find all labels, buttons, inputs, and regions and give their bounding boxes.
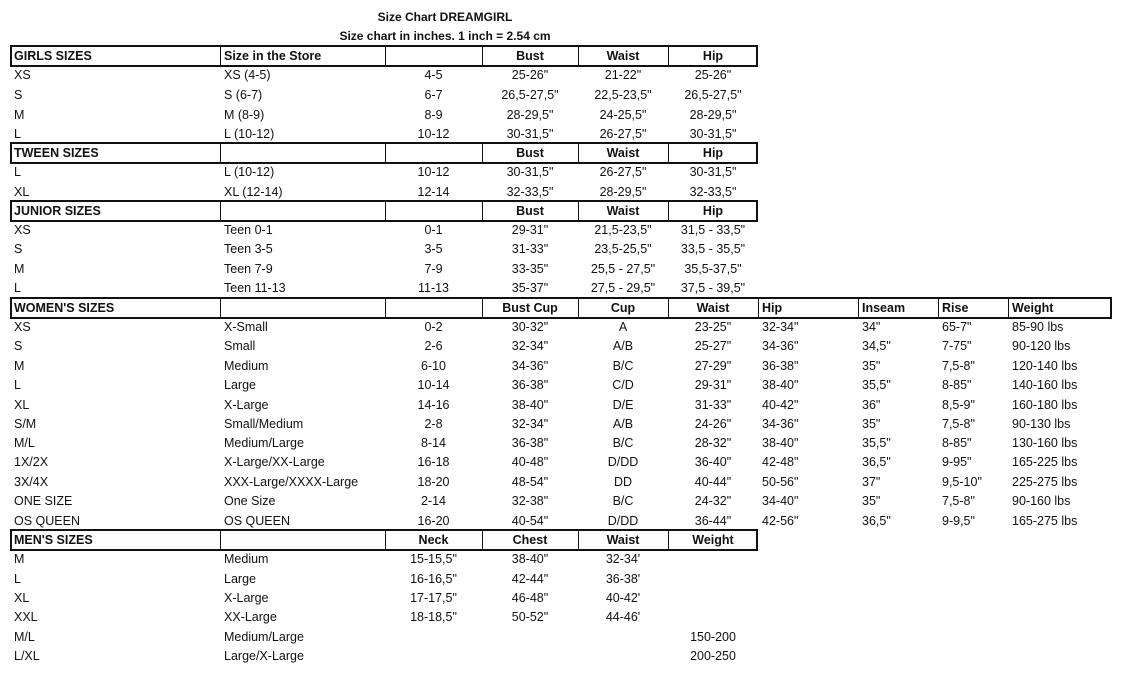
table-cell: 200-250	[690, 649, 736, 663]
table-cell: 38-40"	[762, 436, 799, 450]
header-cell: Bust	[516, 204, 544, 218]
table-cell: 24-26"	[694, 417, 732, 431]
table-cell: 36-38'	[605, 572, 641, 586]
table-cell: Large	[224, 572, 256, 586]
table-cell: 36-40"	[694, 455, 732, 469]
table-row	[0, 240, 1123, 259]
table-cell: 26-27,5"	[599, 165, 647, 179]
table-cell: 50-56"	[762, 475, 799, 489]
table-cell: 42-56"	[762, 514, 799, 528]
table-cell: XL	[14, 398, 30, 412]
table-cell: 150-200	[690, 630, 736, 644]
table-cell: 18-18,5"	[410, 610, 457, 624]
table-cell	[668, 608, 758, 627]
table-cell: 28-29,5"	[506, 108, 554, 122]
header-cell: Bust Cup	[502, 301, 558, 315]
table-cell: 140-160 lbs	[1012, 378, 1078, 392]
table-cell: 44-46'	[605, 610, 641, 624]
table-cell: 30-31,5"	[689, 165, 737, 179]
table-cell: X-Large	[224, 398, 269, 412]
table-cell: 6-10	[420, 359, 447, 373]
table-cell: X-Large/XX-Large	[224, 455, 325, 469]
table-cell: OS QUEEN	[224, 514, 290, 528]
table-row	[0, 318, 1123, 337]
table-cell: 90-160 lbs	[1012, 494, 1071, 508]
table-cell: Medium	[224, 359, 269, 373]
table-cell: 34-40"	[762, 494, 799, 508]
header-cell	[385, 47, 482, 66]
table-row	[0, 396, 1123, 415]
table-cell	[482, 647, 578, 666]
table-cell: 28-32"	[694, 436, 732, 450]
table-cell: 32-38"	[511, 494, 549, 508]
table-cell: 33-35"	[511, 262, 549, 276]
header-cell	[220, 202, 385, 221]
table-cell: Small	[224, 339, 256, 353]
table-cell: 30-31,5"	[506, 165, 554, 179]
table-cell: ONE SIZE	[14, 494, 73, 508]
table-cell: 31,5 - 33,5"	[680, 223, 746, 237]
table-cell: 38-40"	[762, 378, 799, 392]
table-cell	[668, 589, 758, 608]
table-row	[0, 125, 1123, 144]
header-cell: GIRLS SIZES	[14, 49, 92, 63]
table-cell: M/L	[14, 630, 35, 644]
table-cell: 40-48"	[511, 455, 549, 469]
table-cell: 14-16	[417, 398, 450, 412]
table-cell: 46-48"	[511, 591, 549, 605]
table-cell: 34-36"	[762, 339, 799, 353]
table-cell: XXL	[14, 610, 38, 624]
table-cell: 225-275 lbs	[1012, 475, 1078, 489]
table-cell: 36,5"	[862, 455, 891, 469]
table-row	[0, 260, 1123, 279]
table-cell: 16-18	[417, 455, 450, 469]
table-cell: L/XL	[14, 649, 40, 663]
table-cell: 34"	[862, 320, 881, 334]
table-row	[0, 608, 1123, 627]
table-cell: L	[14, 378, 21, 392]
table-cell: Teen 3-5	[224, 242, 273, 256]
table-cell: 25-26"	[511, 68, 549, 82]
header-cell	[385, 202, 482, 221]
table-cell: 8-9	[424, 108, 443, 122]
table-cell: 18-20	[417, 475, 450, 489]
table-cell: 32-34"	[511, 417, 549, 431]
table-cell: 21,5-23,5"	[594, 223, 652, 237]
table-cell: 36,5"	[862, 514, 891, 528]
table-cell: XS (4-5)	[224, 68, 271, 82]
header-cell: Hip	[702, 146, 724, 160]
table-cell: L	[14, 127, 21, 141]
table-cell: L (10-12)	[224, 127, 275, 141]
table-cell: 35,5"	[862, 436, 891, 450]
table-cell: 26,5-27,5"	[501, 88, 559, 102]
header-cell: Hip	[702, 49, 724, 63]
table-cell: 25-27"	[694, 339, 732, 353]
table-cell: 8-14	[420, 436, 447, 450]
table-cell: 30-32"	[511, 320, 549, 334]
table-cell: 16-16,5"	[410, 572, 457, 586]
table-cell: 38-40"	[511, 398, 549, 412]
table-cell: 32-33,5"	[689, 185, 737, 199]
header-cell: Bust	[516, 49, 544, 63]
table-cell: 24-25,5"	[599, 108, 647, 122]
table-cell: L	[14, 281, 21, 295]
table-cell: 8-85"	[942, 436, 972, 450]
table-cell: OS QUEEN	[14, 514, 80, 528]
table-row	[0, 628, 1123, 647]
table-cell: XL (12-14)	[224, 185, 283, 199]
table-cell: M	[14, 108, 25, 122]
table-cell: 0-1	[424, 223, 443, 237]
table-row	[0, 183, 1123, 202]
table-cell: 2-8	[424, 417, 443, 431]
header-cell: Waist	[606, 146, 640, 160]
table-cell: 1X/2X	[14, 455, 49, 469]
table-row	[0, 376, 1123, 395]
table-cell: B/C	[612, 494, 634, 508]
table-cell: 16-20	[417, 514, 450, 528]
table-cell: A	[618, 320, 628, 334]
table-cell: 160-180 lbs	[1012, 398, 1078, 412]
table-row	[0, 279, 1123, 298]
table-cell: 23-25"	[694, 320, 732, 334]
table-cell: 23,5-25,5"	[594, 242, 652, 256]
table-row	[0, 453, 1123, 472]
table-cell: 8,5-9"	[942, 398, 975, 412]
table-row	[0, 66, 1123, 85]
table-row	[0, 550, 1123, 569]
table-cell: 27,5 - 29,5"	[590, 281, 656, 295]
table-cell: 29-31"	[511, 223, 549, 237]
table-cell: S	[14, 88, 23, 102]
table-cell: 35,5-37,5"	[684, 262, 742, 276]
header-cell: TWEEN SIZES	[14, 146, 99, 160]
header-cell: Waist	[696, 301, 730, 315]
table-cell: S (6-7)	[224, 88, 263, 102]
table-cell: 6-7	[424, 88, 443, 102]
table-cell: 35"	[862, 417, 881, 431]
table-cell: DD	[613, 475, 633, 489]
table-cell: 37,5 - 39,5"	[680, 281, 746, 295]
table-cell: XS	[14, 223, 31, 237]
table-cell: 7,5-8"	[942, 359, 975, 373]
table-cell: Medium/Large	[224, 436, 304, 450]
table-cell: M	[14, 359, 25, 373]
table-row	[0, 492, 1123, 511]
table-cell: 40-54"	[511, 514, 549, 528]
header-cell: MEN'S SIZES	[14, 533, 93, 547]
table-cell: 42-44"	[511, 572, 549, 586]
table-cell: Teen 7-9	[224, 262, 273, 276]
table-row	[0, 570, 1123, 589]
table-cell: X-Large	[224, 591, 269, 605]
table-cell: 36"	[862, 398, 881, 412]
table-cell: 12-14	[417, 185, 450, 199]
table-row	[0, 106, 1123, 125]
table-cell: 11-13	[417, 281, 450, 295]
table-cell: S	[14, 339, 23, 353]
table-cell: B/C	[612, 359, 634, 373]
table-cell: C/D	[612, 378, 634, 392]
table-cell: Teen 11-13	[224, 281, 286, 295]
table-cell: XX-Large	[224, 610, 277, 624]
table-cell: A/B	[612, 339, 634, 353]
table-cell: 30-31,5"	[689, 127, 737, 141]
table-cell: 22,5-23,5"	[594, 88, 652, 102]
table-cell: 40-42'	[605, 591, 641, 605]
table-cell: 120-140 lbs	[1012, 359, 1078, 373]
header-cell: Waist	[606, 204, 640, 218]
table-cell: 9-95"	[942, 455, 972, 469]
table-cell: Large	[224, 378, 256, 392]
table-cell: Medium/Large	[224, 630, 304, 644]
table-row	[0, 86, 1123, 105]
table-cell: 29-31"	[694, 378, 732, 392]
table-cell: 2-6	[424, 339, 443, 353]
table-cell: 25-26"	[694, 68, 732, 82]
table-cell: A/B	[612, 417, 634, 431]
table-cell: 15-15,5"	[410, 552, 457, 566]
table-cell: 7-75"	[942, 339, 972, 353]
table-cell: 17-17,5"	[410, 591, 457, 605]
table-cell: 33,5 - 35,5"	[680, 242, 746, 256]
table-cell: Teen 0-1	[224, 223, 273, 237]
table-cell: L (10-12)	[224, 165, 275, 179]
table-cell: Medium	[224, 552, 269, 566]
table-cell: S/M	[14, 417, 37, 431]
table-cell: 165-275 lbs	[1012, 514, 1078, 528]
header-cell	[220, 144, 385, 163]
table-cell: D/DD	[607, 514, 639, 528]
table-cell: 7,5-8"	[942, 494, 975, 508]
table-cell: Large/X-Large	[224, 649, 304, 663]
table-row	[0, 415, 1123, 434]
table-cell: 40-44"	[694, 475, 732, 489]
table-cell: 32-34'	[605, 552, 641, 566]
girls-header-row	[0, 47, 1123, 66]
table-cell: 42-48"	[762, 455, 799, 469]
table-cell: 24-32"	[694, 494, 732, 508]
table-cell: 10-14	[417, 378, 450, 392]
header-cell: Weight	[692, 533, 734, 547]
table-cell: 7-9	[424, 262, 443, 276]
header-cell: Weight	[1012, 301, 1054, 315]
table-cell: L	[14, 572, 21, 586]
table-cell: One Size	[224, 494, 276, 508]
header-cell: JUNIOR SIZES	[14, 204, 101, 218]
table-cell: XXX-Large/XXXX-Large	[224, 475, 359, 489]
table-cell: 35"	[862, 359, 881, 373]
table-cell: 28-29,5"	[599, 185, 647, 199]
table-cell: 90-120 lbs	[1012, 339, 1071, 353]
table-cell: S	[14, 242, 23, 256]
table-cell: 35-37"	[511, 281, 549, 295]
table-cell: 85-90 lbs	[1012, 320, 1064, 334]
header-cell	[220, 299, 385, 318]
table-cell: 90-130 lbs	[1012, 417, 1071, 431]
table-cell: 28-29,5"	[689, 108, 737, 122]
table-cell: M	[14, 552, 25, 566]
men-header-row	[0, 531, 1123, 550]
table-cell: 2-14	[420, 494, 447, 508]
table-cell: 38-40"	[511, 552, 549, 566]
table-cell: 36-44"	[694, 514, 732, 528]
table-row	[0, 512, 1123, 531]
header-cell: Chest	[512, 533, 548, 547]
table-row	[0, 647, 1123, 666]
table-row	[0, 473, 1123, 492]
table-cell: 26-27,5"	[599, 127, 647, 141]
table-cell: 0-2	[424, 320, 443, 334]
table-cell: 32-33,5"	[506, 185, 554, 199]
table-cell: 36-38"	[511, 378, 549, 392]
table-cell: M	[14, 262, 25, 276]
table-cell: 10-12	[417, 165, 450, 179]
table-cell: 8-85"	[942, 378, 972, 392]
table-cell: 37"	[862, 475, 881, 489]
table-cell: 7,5-8"	[942, 417, 975, 431]
table-cell: 65-7"	[942, 320, 972, 334]
table-cell: 31-33"	[694, 398, 732, 412]
table-row	[0, 589, 1123, 608]
header-cell: Inseam	[862, 301, 906, 315]
table-cell: XL	[14, 591, 30, 605]
table-cell: 130-160 lbs	[1012, 436, 1078, 450]
table-cell: 31-33"	[511, 242, 549, 256]
table-cell: 3-5	[424, 242, 443, 256]
table-cell	[668, 570, 758, 589]
table-cell: 27-29"	[694, 359, 732, 373]
page-subtitle: Size chart in inches. 1 inch = 2.54 cm	[339, 29, 551, 43]
header-cell: Bust	[516, 146, 544, 160]
table-cell: 36-38"	[762, 359, 799, 373]
header-cell: Hip	[702, 204, 724, 218]
table-cell: 34-36"	[762, 417, 799, 431]
table-cell: 165-225 lbs	[1012, 455, 1078, 469]
table-cell	[385, 647, 482, 666]
junior-header-row	[0, 202, 1123, 221]
table-cell: XL	[14, 185, 30, 199]
page-title: Size Chart DREAMGIRL	[377, 10, 513, 24]
table-cell: 34,5"	[862, 339, 891, 353]
table-cell: 3X/4X	[14, 475, 49, 489]
header-cell	[385, 299, 482, 318]
table-cell: 36-38"	[511, 436, 549, 450]
women-header-row	[0, 299, 1123, 318]
table-cell: M/L	[14, 436, 35, 450]
header-cell: Neck	[418, 533, 449, 547]
table-cell: 21-22"	[604, 68, 642, 82]
table-row	[0, 434, 1123, 453]
table-cell	[578, 647, 668, 666]
table-row	[0, 357, 1123, 376]
header-cell: Hip	[762, 301, 783, 315]
table-cell: 4-5	[424, 68, 443, 82]
table-cell: D/DD	[607, 455, 639, 469]
table-cell	[668, 550, 758, 569]
table-cell: 48-54"	[511, 475, 549, 489]
table-cell: M (8-9)	[224, 108, 265, 122]
header-cell: Cup	[610, 301, 636, 315]
table-cell	[385, 628, 482, 647]
header-cell: WOMEN'S SIZES	[14, 301, 115, 315]
table-row	[0, 163, 1123, 182]
table-row	[0, 221, 1123, 240]
table-cell: 9,5-10"	[942, 475, 982, 489]
header-cell	[220, 531, 385, 550]
table-cell: 50-52"	[511, 610, 549, 624]
header-cell	[385, 144, 482, 163]
header-cell: Waist	[606, 49, 640, 63]
header-cell: Waist	[606, 533, 640, 547]
table-cell: 9-9,5"	[942, 514, 975, 528]
table-cell: XS	[14, 68, 31, 82]
table-cell: 26,5-27,5"	[684, 88, 742, 102]
table-cell: Small/Medium	[224, 417, 304, 431]
table-cell: XS	[14, 320, 31, 334]
table-cell	[482, 628, 578, 647]
table-cell: 35,5"	[862, 378, 891, 392]
header-cell: Rise	[942, 301, 969, 315]
table-cell: 34-36"	[511, 359, 549, 373]
table-cell: B/C	[612, 436, 634, 450]
table-cell: 25,5 - 27,5"	[590, 262, 656, 276]
table-cell: D/E	[612, 398, 634, 412]
table-cell: 35"	[862, 494, 881, 508]
table-cell: 32-34"	[762, 320, 799, 334]
table-cell	[578, 628, 668, 647]
table-row	[0, 337, 1123, 356]
table-cell: 10-12	[417, 127, 450, 141]
header-cell: Size in the Store	[224, 49, 322, 63]
table-cell: 40-42"	[762, 398, 799, 412]
tween-header-row	[0, 144, 1123, 163]
table-cell: 32-34"	[511, 339, 549, 353]
table-cell: 30-31,5"	[506, 127, 554, 141]
table-cell: L	[14, 165, 21, 179]
table-cell: X-Small	[224, 320, 268, 334]
